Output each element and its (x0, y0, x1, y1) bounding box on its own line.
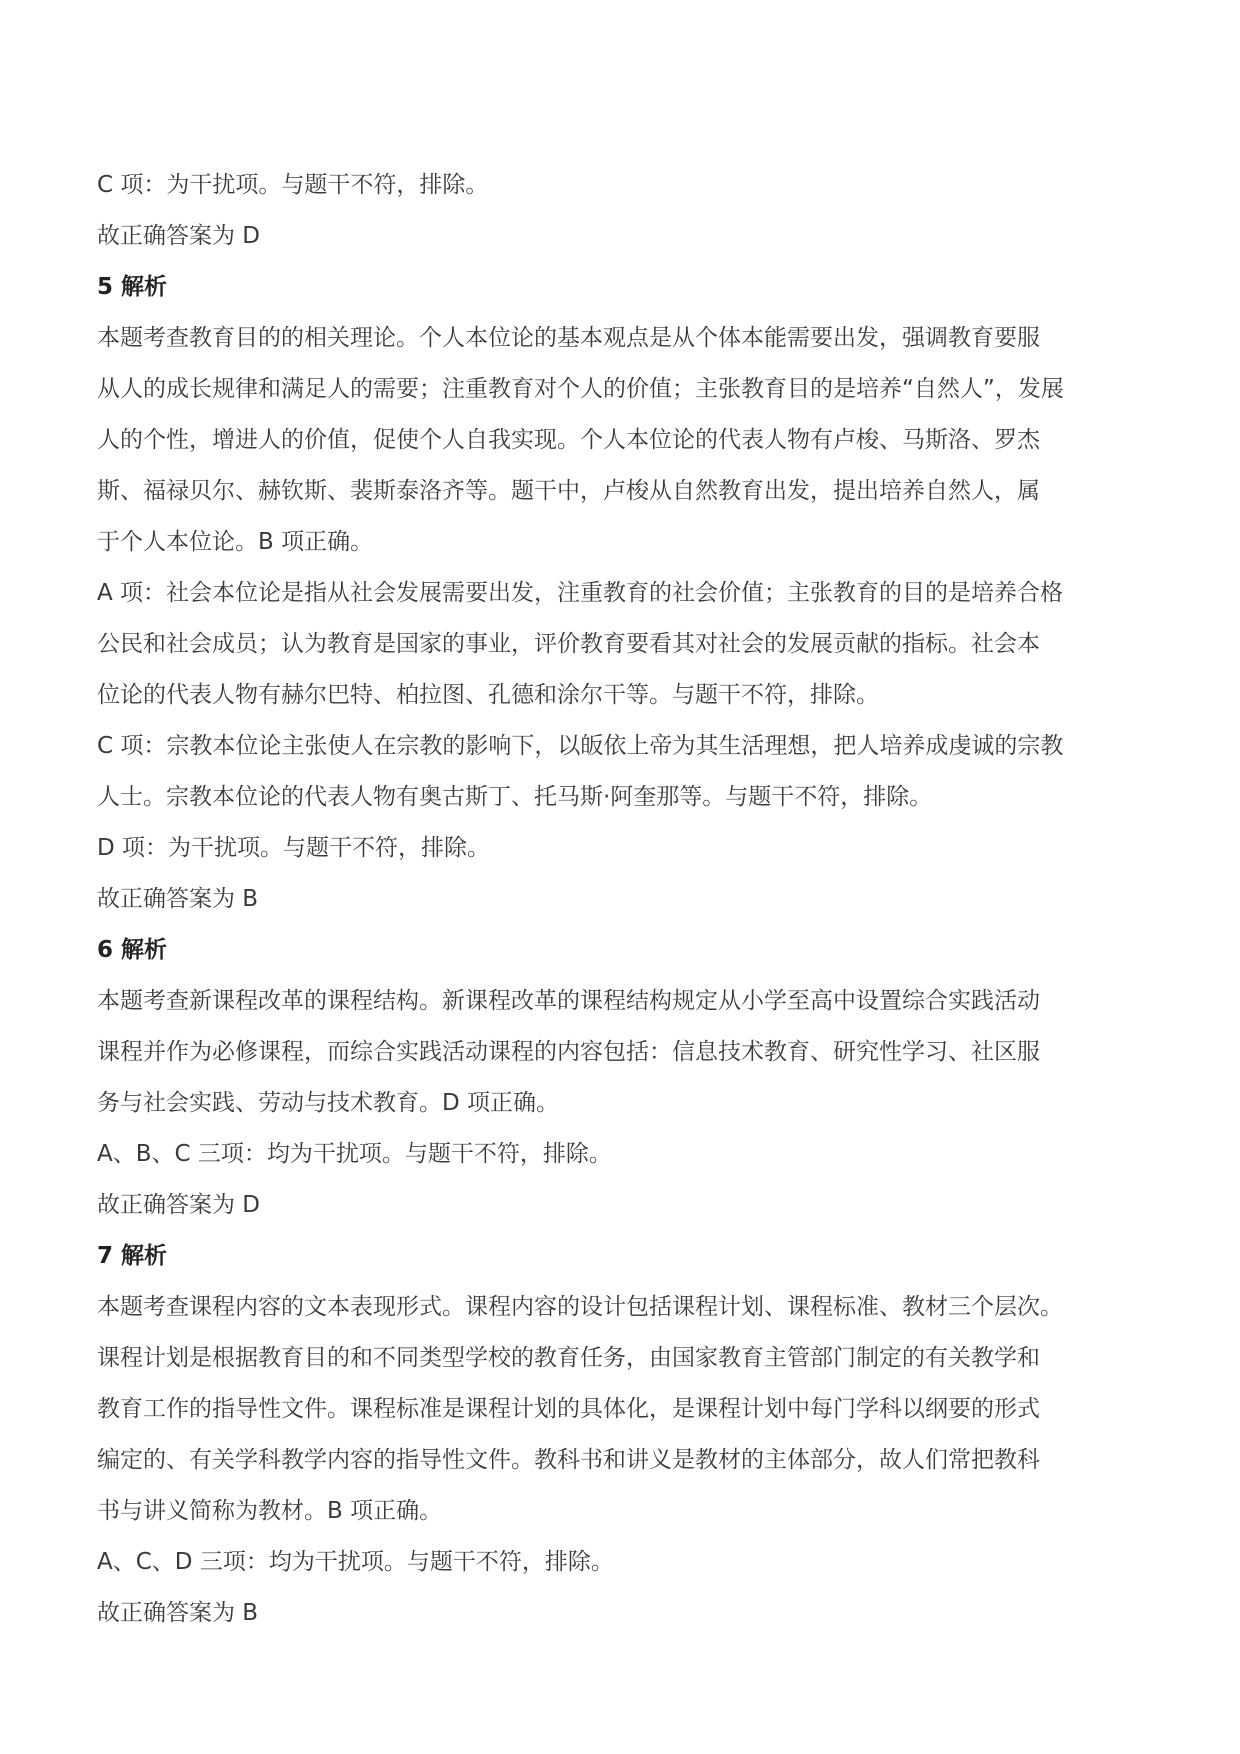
text-line: 本题考查教育目的的相关理论。个人本位论的基本观点是从个体本能需要出发，强调教育要服 (97, 325, 1040, 351)
text-line: 课程并作为必修课程，而综合实践活动课程的内容包括：信息技术教育、研究性学习、社区服 (97, 1039, 1040, 1065)
text-line: 教育工作的指导性文件。课程标准是课程计划的具体化，是课程计划中每门学科以纲要的形式 (97, 1396, 1040, 1422)
text-line: A、C、D 三项：均为干扰项。与题干不符，排除。 (97, 1549, 614, 1575)
text-line: 公民和社会成员；认为教育是国家的事业，评价教育要看其对社会的发展贡献的指标。社会本 (97, 631, 1040, 657)
answer-line: 故正确答案为 D (97, 223, 261, 249)
text-line: 书与讲义简称为教材。B 项正确。 (97, 1498, 443, 1524)
text-line: 斯、福禄贝尔、赫钦斯、裴斯泰洛齐等。题干中，卢梭从自然教育出发，提出培养自然人，属 (97, 478, 1040, 504)
text-line: 位论的代表人物有赫尔巴特、柏拉图、孔德和涂尔干等。与题干不符，排除。 (97, 682, 879, 708)
text-line: 于个人本位论。B 项正确。 (97, 529, 374, 555)
text-line: C 项：宗教本位论主张使人在宗教的影响下，以皈依上帝为其生活理想，把人培养成虔诚的宗教 (97, 733, 1064, 759)
section-heading: 7 解析 (97, 1243, 168, 1269)
section-heading: 5 解析 (97, 274, 168, 300)
text-line: 人的个性，增进人的价值，促使个人自我实现。个人本位论的代表人物有卢梭、马斯洛、罗杰 (97, 427, 1040, 453)
text-line: A、B、C 三项：均为干扰项。与题干不符，排除。 (97, 1141, 612, 1167)
answer-line: 故正确答案为 B (97, 886, 259, 912)
text-line: 本题考查新课程改革的课程结构。新课程改革的课程结构规定从小学至高中设置综合实践活动 (97, 988, 1040, 1014)
text-line: C 项：为干扰项。与题干不符，排除。 (97, 172, 489, 198)
text-line: A 项：社会本位论是指从社会发展需要出发，注重教育的社会价值；主张教育的目的是培养合格 (97, 580, 1064, 606)
text-line: D 项：为干扰项。与题干不符，排除。 (97, 835, 491, 861)
text-line: 人士。宗教本位论的代表人物有奥古斯丁、托马斯·阿奎那等。与题干不符，排除。 (97, 784, 933, 810)
answer-line: 故正确答案为 B (97, 1600, 259, 1626)
text-line: 课程计划是根据教育目的和不同类型学校的教育任务，由国家教育主管部门制定的有关教学和 (97, 1345, 1040, 1371)
document-page (97, 160, 1157, 1639)
text-line: 本题考查课程内容的文本表现形式。课程内容的设计包括课程计划、课程标准、教材三个层次。 (97, 1294, 1063, 1320)
answer-line: 故正确答案为 D (97, 1192, 261, 1218)
section-heading: 6 解析 (97, 937, 168, 963)
text-line: 编定的、有关学科教学内容的指导性文件。教科书和讲义是教材的主体部分，故人们常把教科 (97, 1447, 1040, 1473)
text-line: 务与社会实践、劳动与技术教育。D 项正确。 (97, 1090, 560, 1116)
text-line: 从人的成长规律和满足人的需要；注重教育对个人的价值；主张教育目的是培养“自然人”，发展 (97, 376, 1064, 402)
